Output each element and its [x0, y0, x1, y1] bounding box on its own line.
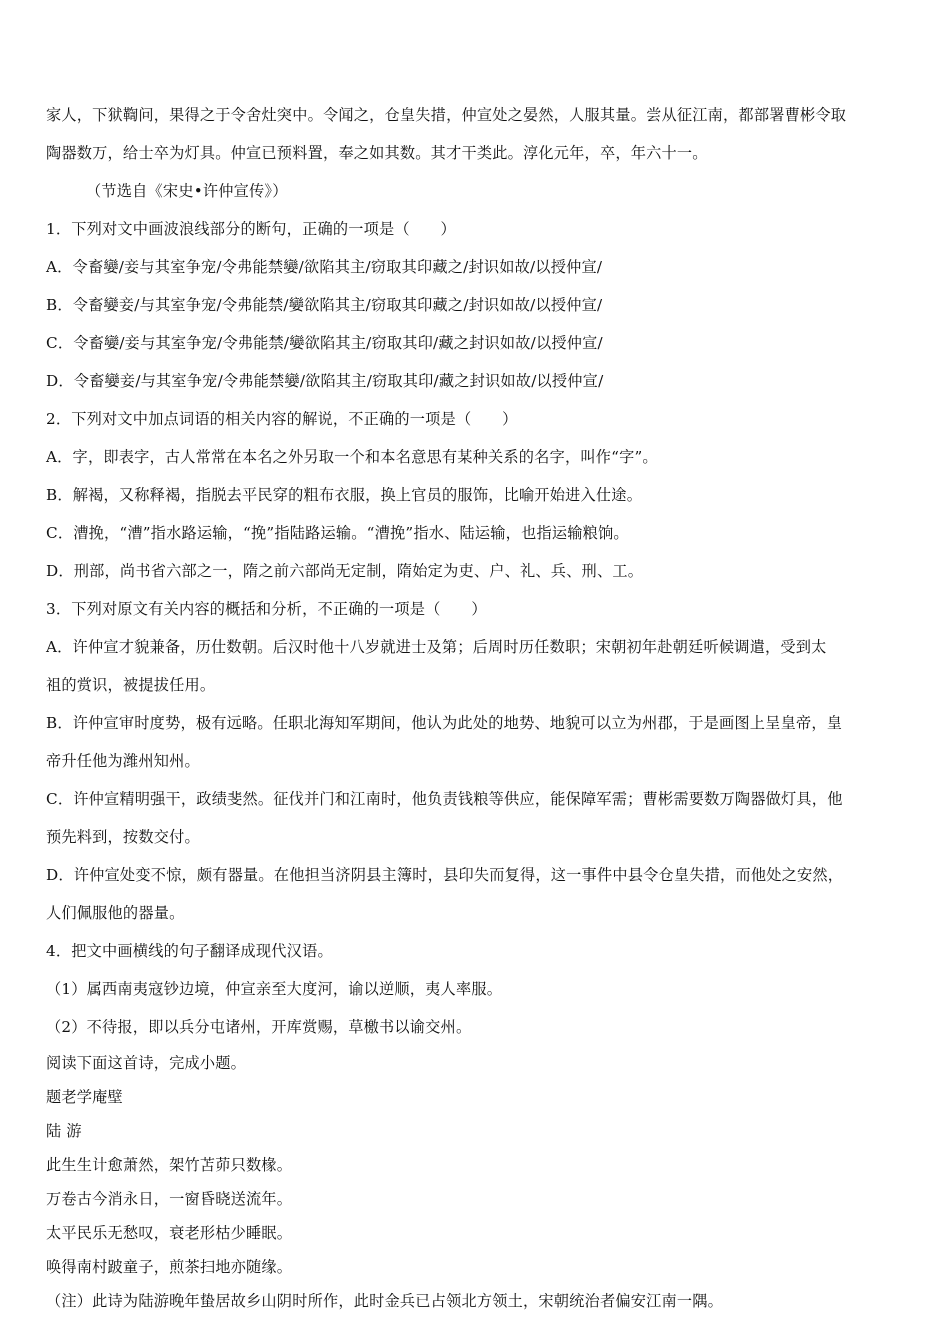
- question-stem: 2．下列对文中加点词语的相关内容的解说，不正确的一项是（ ）: [46, 410, 518, 428]
- question-4: [46, 932, 908, 1046]
- poem-line: 万卷古今消永日，一窗昏晓送流年。: [46, 1190, 293, 1208]
- passage-line: 陶器数万，给士卒为灯具。仲宣已预料置，奉之如其数。其才干类此。淳化元年，卒，年六十一。: [46, 144, 708, 162]
- poem-title: 题老学庵壁: [46, 1088, 123, 1106]
- option-c: C．令畜孌/妾与其室争宠/令弗能禁/孌欲陷其主/窃取其印/藏之封识如故/以授仲宣/: [46, 334, 603, 352]
- passage-source: （节选自《宋史•许仲宣传》）: [86, 182, 288, 200]
- question-stem: 4．把文中画横线的句子翻译成现代汉语。: [46, 942, 333, 960]
- option-a: A．令畜孌/妾与其室争宠/令弗能禁孌/欲陷其主/窃取其印藏之/封识如故/以授仲宣/: [46, 258, 603, 276]
- option-c: C．许仲宣精明强干，政绩斐然。征伐并门和江南时，他负责钱粮等供应，能保障军需；曹彬需要数万陶器做灯具，他: [46, 790, 843, 808]
- option-b-cont: 帝升任他为潍州知州。: [46, 752, 200, 770]
- poem-author: 陆 游: [46, 1122, 82, 1140]
- option-a: A．许仲宣才貌兼备，历仕数朝。后汉时他十八岁就进士及第；后周时历任数职；宋朝初年赴朝廷听候调遣，受到太: [46, 638, 827, 656]
- question-3: [46, 590, 908, 932]
- question-1: [46, 210, 908, 400]
- option-b: B．许仲宣审时度势，极有远略。任职北海知军期间，他认为此处的地势、地貌可以立为州郡，于是画图上呈皇帝，皇: [46, 714, 843, 732]
- passage-line: 家人，下狱鞫问，果得之于令舍灶突中。令闻之，仓皇失措，仲宣处之晏然，人服其量。尝从征江南，都部署曹彬令取: [46, 106, 847, 124]
- option-d-cont: 人们佩服他的器量。: [46, 904, 185, 922]
- question-stem: 3．下列对原文有关内容的概括和分析，不正确的一项是（ ）: [46, 600, 487, 618]
- poem-line: 此生生计愈萧然，架竹苫茆只数椽。: [46, 1156, 293, 1174]
- poem-line: 唤得南村跛童子，煎茶扫地亦随缘。: [46, 1258, 293, 1276]
- question-2: [46, 400, 908, 590]
- option-a-cont: 祖的赏识，被提拔任用。: [46, 676, 216, 694]
- poem-instruction: 阅读下面这首诗，完成小题。: [46, 1054, 247, 1072]
- option-b: B．令畜孌妾/与其室争宠/令弗能禁/孌欲陷其主/窃取其印藏之/封识如故/以授仲宣/: [46, 296, 603, 314]
- option-c: C．漕挽，“漕”指水路运输，“挽”指陆路运输。“漕挽”指水、陆运输，也指运输粮饷。: [46, 524, 629, 542]
- option-d: D．令畜孌妾/与其室争宠/令弗能禁孌/欲陷其主/窃取其印/藏之封识如故/以授仲宣/: [46, 372, 604, 390]
- option-c-cont: 预先料到，按数交付。: [46, 828, 200, 846]
- poem-section: [46, 1046, 908, 1318]
- poem-line: 太平民乐无愁叹，衰老形枯少睡眠。: [46, 1224, 293, 1242]
- option-d: D．许仲宣处变不惊，颇有器量。在他担当济阴县主簿时，县印失而复得，这一事件中县令仓皇失措，而他处之安然，: [46, 866, 844, 884]
- option-d: D．刑部，尚书省六部之一，隋之前六部尚无定制，隋始定为吏、户、礼、兵、刑、工。: [46, 562, 644, 580]
- option-b: B．解褐，又称释褐，指脱去平民穿的粗布衣服，换上官员的服饰，比喻开始进入仕途。: [46, 486, 643, 504]
- question-stem: 1．下列对文中画波浪线部分的断句，正确的一项是（ ）: [46, 220, 456, 238]
- option-a: A．字，即表字，古人常常在本名之外另取一个和本名意思有某种关系的名字，叫作“字”。: [46, 448, 658, 466]
- passage-text: [46, 96, 908, 172]
- sentence-1: （1）属西南夷寇钞边境，仲宣亲至大度河，谕以逆顺，夷人率服。: [46, 980, 503, 998]
- sentence-2: （2）不待报，即以兵分屯诸州，开库赏赐，草檄书以谕交州。: [46, 1018, 472, 1036]
- poem-note: （注）此诗为陆游晚年蛰居故乡山阴时所作，此时金兵已占领北方领土，宋朝统治者偏安江南一隅。: [46, 1292, 724, 1310]
- document-page: [46, 96, 908, 1318]
